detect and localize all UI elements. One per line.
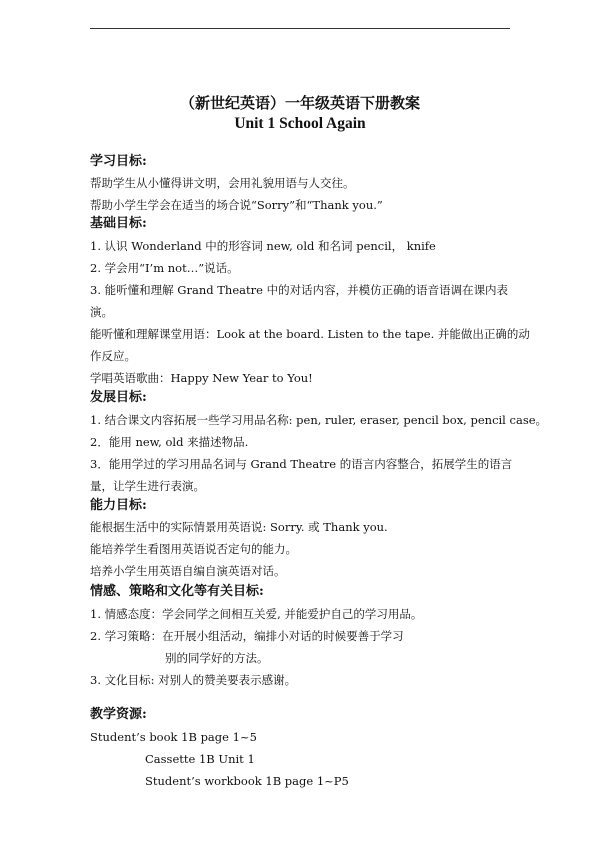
development-goals-line-4: 量，让学生进行表演。 — [90, 479, 205, 493]
basic-goals-line-5: 能听懂和理解课堂用语：Look at the board. Listen to the tape. 并能做出正确的动 — [90, 327, 530, 341]
heading-ability-goals: 能力目标: — [90, 498, 147, 513]
heading-teaching-resources: 教学资源: — [90, 707, 147, 722]
development-goals-line-3: 3．能用学过的学习用品名词与 Grand Theatre 的语言内容整合，拓展学生的语言 — [90, 457, 513, 471]
basic-goals-line-6: 作反应。 — [90, 349, 136, 363]
heading-development-goals: 发展目标: — [90, 390, 147, 405]
study-goals-line-1: 帮助学生从小懂得讲文明，会用礼貌用语与人交往。 — [90, 176, 355, 190]
ability-goals-line-3: 培养小学生用英语自编自演英语对话。 — [90, 564, 286, 578]
resources-line-1: Student’s book 1B page 1~5 — [90, 730, 257, 744]
ability-goals-line-2: 能培养学生看图用英语说否定句的能力。 — [90, 542, 297, 556]
development-goals-line-2: 2．能用 new, old 来描述物品. — [90, 435, 249, 449]
emotion-goals-line-1: 1. 情感态度：学会同学之间相互关爱, 并能爱护自己的学习用品。 — [90, 607, 423, 621]
basic-goals-line-3: 3. 能听懂和理解 Grand Theatre 中的对话内容，并模仿正确的语音语调在课内表 — [90, 283, 509, 297]
emotion-goals-line-2: 2. 学习策略：在开展小组活动，编排小对话的时候要善于学习 — [90, 629, 404, 643]
heading-study-goals: 学习目标: — [90, 154, 147, 169]
basic-goals-line-7: 学唱英语歌曲：Happy New Year to You! — [90, 371, 313, 385]
study-goals-line-2: 帮助小学生学会在适当的场合说“Sorry”和“Thank you.” — [90, 198, 383, 212]
basic-goals-line-4: 演。 — [90, 305, 113, 319]
heading-basic-goals: 基础目标: — [90, 216, 147, 231]
basic-goals-line-1: 1. 认识 Wonderland 中的形容词 new, old 和名词 pencil， knife — [90, 239, 436, 253]
basic-goals-line-2: 2. 学会用“I’m not…”说话。 — [90, 261, 239, 275]
page-title-english: Unit 1 School Again — [234, 115, 366, 132]
ability-goals-line-1: 能根据生活中的实际情景用英语说: Sorry. 或 Thank you. — [90, 520, 388, 534]
top-rule — [90, 28, 510, 29]
development-goals-line-1: 1. 结合课文内容拓展一些学习用品名称: pen, ruler, eraser, pencil box, pencil case。 — [90, 413, 548, 427]
emotion-goals-line-4: 3. 文化目标: 对别人的赞美要表示感谢。 — [90, 673, 297, 687]
resources-line-2: Cassette 1B Unit 1 — [145, 752, 255, 766]
emotion-goals-line-3: 别的同学好的方法。 — [165, 651, 269, 665]
page-title-chinese: （新世纪英语）一年级英语下册教案 — [179, 94, 420, 112]
heading-emotion-strategy-culture-goals: 情感、策略和文化等有关目标: — [90, 584, 264, 599]
resources-line-3: Student’s workbook 1B page 1~P5 — [145, 774, 349, 788]
